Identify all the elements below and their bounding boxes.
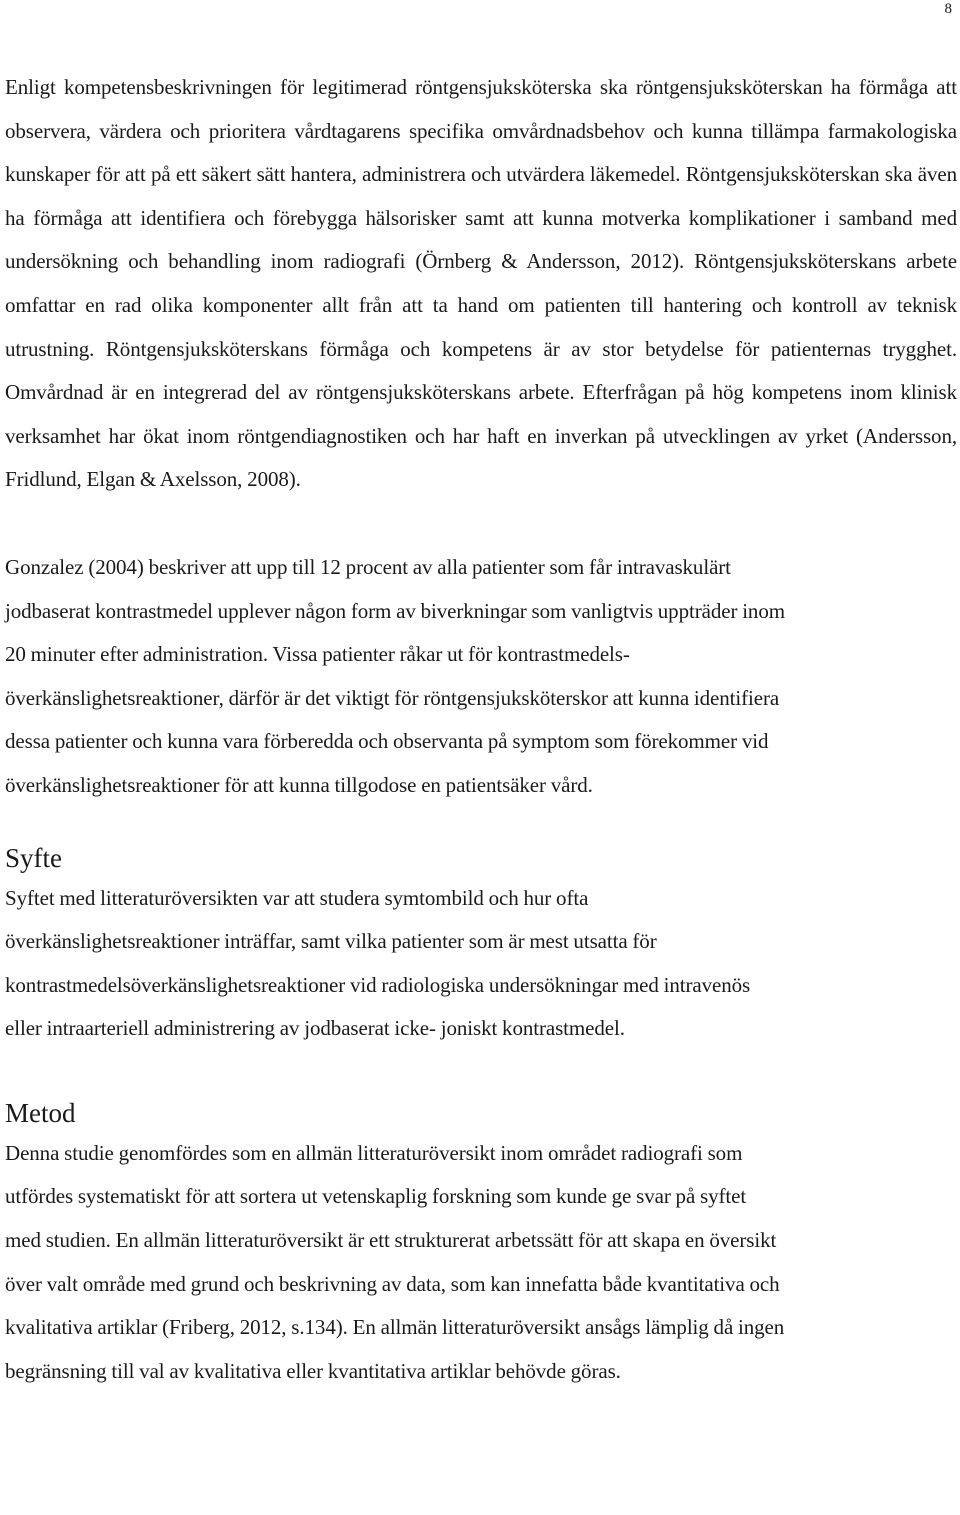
syfte-line: eller intraarteriell administrering av jodbaserat icke- joniskt kontrastmedel.: [5, 1016, 625, 1041]
metod-line: utfördes systematiskt för att sortera ut vetenskaplig forskning som kunde ge svar på syftet: [5, 1184, 747, 1209]
syfte-line: Syftet med litteraturöversikten var att studera symtombild och hur ofta: [5, 885, 589, 910]
intro-p2-line: Gonzalez (2004) beskriver att upp till 12 procent av alla patienter som får intravaskulärt: [5, 554, 731, 579]
syfte-line: överkänslighetsreaktioner inträffar, samt vilka patienter som är mest utsatta för: [5, 929, 657, 954]
syfte-line: kontrastmedelsöverkänslighetsreaktioner vid radiologiska undersökningar med intravenös: [5, 972, 751, 997]
metod-line: begränsning till val av kvalitativa eller kvantitativa artiklar behövde göras.: [5, 1358, 621, 1383]
syfte-paragraph: [5, 877, 957, 1051]
document-body: [5, 66, 957, 1393]
intro-p2-line: 20 minuter efter administration. Vissa patienter råkar ut för kontrastmedels-: [5, 642, 630, 667]
intro-paragraph-2: [5, 546, 957, 808]
page-number: 8: [944, 1, 952, 17]
intro-p2-line: överkänslighetsreaktioner för att kunna tillgodose en patientsäker vård.: [5, 772, 593, 797]
intro-p2-line: överkänslighetsreaktioner, därför är det viktigt för röntgensjuksköterskor att kunna identifiera: [5, 685, 780, 710]
metod-line: kvalitativa artiklar (Friberg, 2012, s.134). En allmän litteraturöversikt ansågs lämplig då ingen: [5, 1315, 785, 1340]
metod-paragraph: [5, 1132, 957, 1394]
intro-p2-line: dessa patienter och kunna vara förberedda och observanta på symptom som förekommer vid: [5, 729, 769, 754]
metod-line: över valt område med grund och beskrivning av data, som kan innefatta både kvantitativa och: [5, 1271, 780, 1296]
metod-line: Denna studie genomfördes som en allmän litteraturöversikt inom området radiografi som: [5, 1140, 743, 1165]
metod-heading: Metod: [5, 1097, 76, 1128]
metod-line: med studien. En allmän litteraturöversikt är ett strukturerat arbetssätt för att skapa en översikt: [5, 1228, 777, 1253]
syfte-heading: Syfte: [5, 842, 62, 873]
intro-paragraph-1: Enligt kompetensbeskrivningen för legitimerad röntgensjuksköterska ska röntgensjuksköterskan ha förmåga att observera, värdera och prioritera vårdtagarens specifika omvårdnadsbehov och kunna tillämpa farmakologiska kunskaper för att på ett säkert sätt hantera, administrera och utvärdera läkemedel. Röntgensjuksköterskan ska även ha förmåga att identifiera och förebygga hälsorisker samt att kunna motverka komplikationer i samband med undersökning och behandling inom radiografi (Örnberg & Andersson, 2012). Röntgensjuksköterskans arbete omfattar en rad olika komponenter allt från att ta hand om patienten till hantering och kontroll av teknisk utrustning. Röntgensjuksköterskans förmåga och kompetens är av stor betydelse för patienternas trygghet. Omvårdnad är en integrerad del av röntgensjuksköterskans arbete. Efterfrågan på hög kompetens inom klinisk verksamhet har ökat inom röntgendiagnostiken och har haft en inverkan på utvecklingen av yrket (Andersson, Fridlund, Elgan & Axelsson, 2008).: [5, 75, 957, 492]
intro-p2-line: jodbaserat kontrastmedel upplever någon form av biverkningar som vanligtvis uppträder inom: [5, 598, 785, 623]
